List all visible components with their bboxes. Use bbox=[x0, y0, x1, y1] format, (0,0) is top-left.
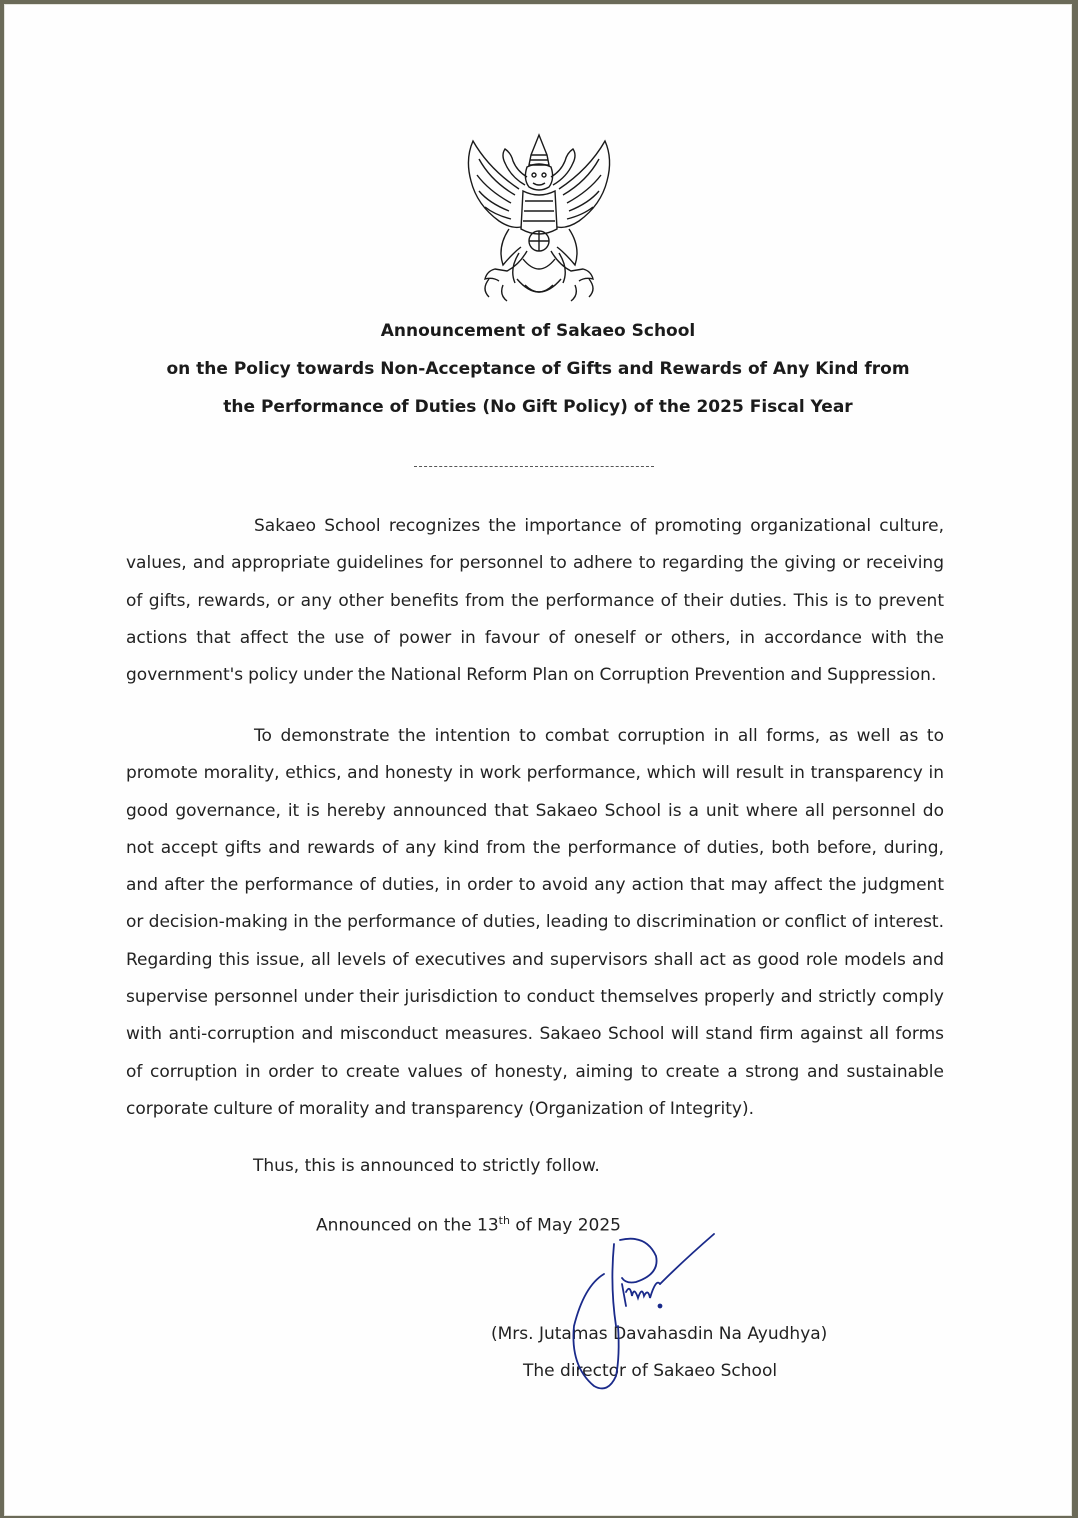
title-line-2: on the Policy towards Non-Acceptance of Gifts and Rewards of Any Kind from bbox=[166, 359, 910, 379]
garuda-emblem-icon bbox=[459, 129, 619, 305]
body-paragraph-1: Sakaeo School recognizes the importance of promoting organizational culture, values, and appropriate guidelines for personnel to adhere to regarding the giving or receiving of gifts, rewards, or any other benefits from the performance of their duties. This is to prevent actions that affect the use of power in favour of oneself or others, in accordance with the government's policy under the National Reform Plan on Corruption Prevention and Suppression. bbox=[126, 516, 944, 686]
title-divider bbox=[414, 466, 654, 467]
signatory-role: The director of Sakaeo School bbox=[523, 1361, 778, 1381]
title-line-3: the Performance of Duties (No Gift Policy) of the 2025 Fiscal Year bbox=[223, 397, 853, 417]
handwritten-signature bbox=[564, 1226, 734, 1396]
date-prefix: Announced on the 13 bbox=[316, 1215, 499, 1236]
document-page bbox=[4, 4, 1072, 1516]
signatory-name: (Mrs. Jutamas Davahasdin Na Ayudhya) bbox=[491, 1324, 828, 1344]
announcement-title bbox=[4, 316, 1072, 430]
body-paragraph-2: To demonstrate the intention to combat corruption in all forms, as well as to promote morality, ethics, and honesty in work performance, which will result in transparency in good governance, it is hereby announced that Sakaeo School is a unit where all personnel do not accept gifts and rewards of any kind from the performance of duties, both before, during, and after the performance of duties, in order to avoid any action that may affect the judgment or decision-making in the performance of duties, leading to discrimination or conflict of interest. Regarding this issue, all levels of executives and supervisors shall act as good role models and supervise personnel under their jurisdiction to conduct themselves properly and strictly comply with anti-corruption and misconduct measures. Sakaeo School will stand firm against all forms of corruption in order to create values of honesty, aiming to create a strong and sustainable corporate culture of morality and transparency (Organization of Integrity). bbox=[126, 726, 944, 1119]
title-line-1: Announcement of Sakaeo School bbox=[380, 321, 696, 341]
date-rest: of May 2025 bbox=[509, 1215, 621, 1236]
date-ordinal-suffix: th bbox=[498, 1214, 510, 1227]
closing-statement: Thus, this is announced to strictly follow. bbox=[253, 1156, 600, 1176]
